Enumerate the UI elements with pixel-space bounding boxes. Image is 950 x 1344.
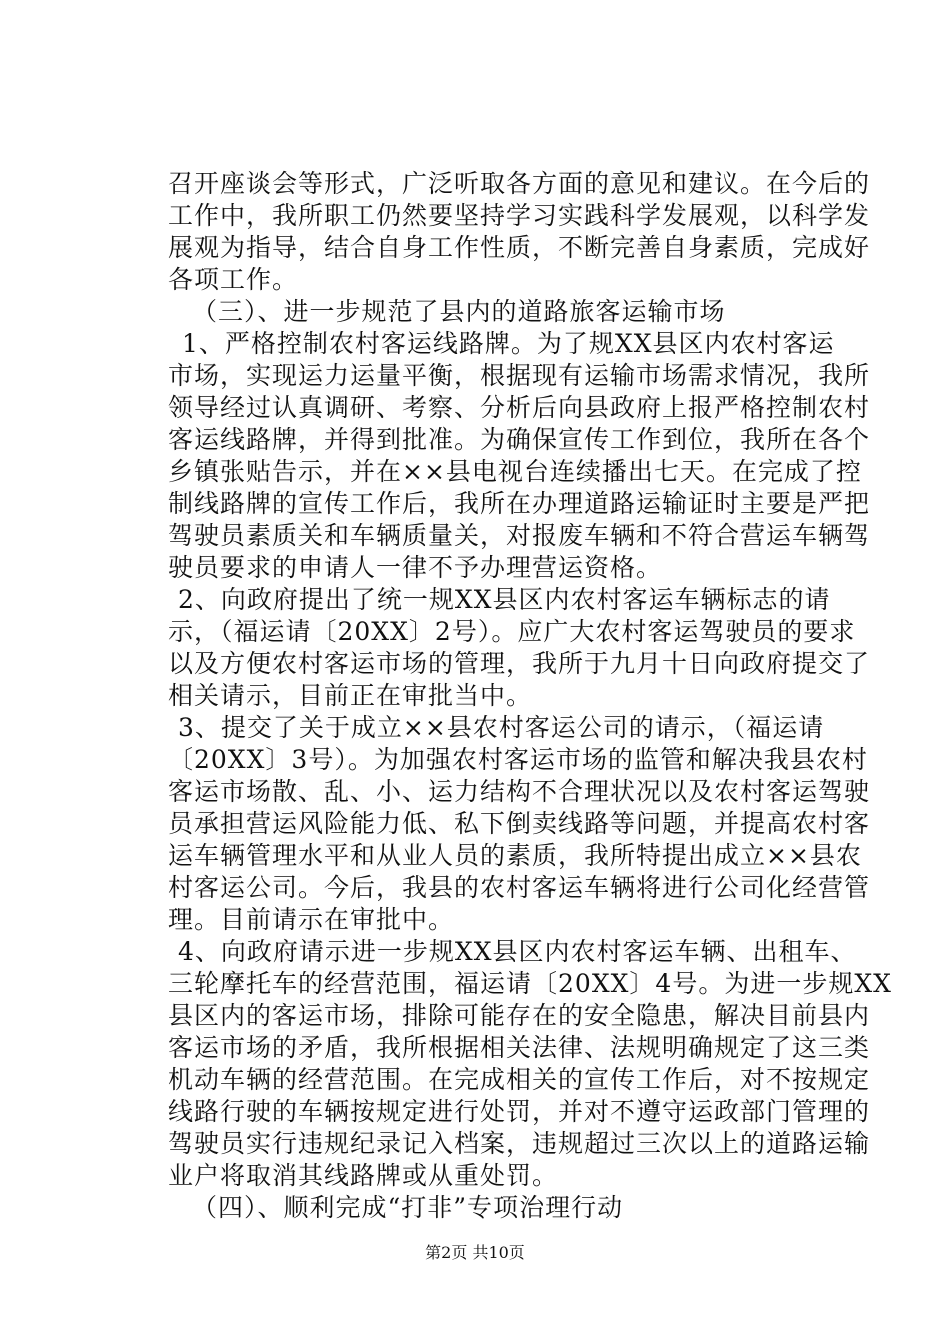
text-line: 领导经过认真调研、考察、分析后向县政府上报严格控制农村 <box>168 393 871 422</box>
text-line: 相关请示，目前正在审批当中。 <box>168 681 533 710</box>
text-line: 线路行驶的车辆按规定进行处罚，并对不遵守运政部门管理的 <box>168 1097 871 1126</box>
text-line: 驾驶员实行违规纪录记入档案，违规超过三次以上的道路运输 <box>168 1129 871 1158</box>
text-line: 三轮摩托车的经营范围，福运请〔20XX〕4号。为进一步规XX <box>168 969 892 998</box>
paragraph <box>168 712 871 936</box>
text-line: （三）、进一步规范了县内的道路旅客运输市场 <box>192 297 726 326</box>
paragraph <box>168 168 871 296</box>
text-line: 1、严格控制农村客运线路牌。为了规XX县区内农村客运 <box>182 329 835 358</box>
text-line: 制线路牌的宣传工作后，我所在办理道路运输证时主要是严把 <box>168 489 871 518</box>
text-line: 客运线路牌，并得到批准。为确保宣传工作到位，我所在各个 <box>168 425 871 454</box>
text-line: 示，（福运请〔20XX〕2号）。应广大农村客运驾驶员的要求 <box>168 617 856 646</box>
paragraph <box>168 328 871 584</box>
text-line: 展观为指导，结合自身工作性质，不断完善自身素质，完成好 <box>168 233 871 262</box>
paragraph <box>168 584 871 712</box>
text-line: 各项工作。 <box>168 265 299 294</box>
text-line: 县区内的客运市场，排除可能存在的安全隐患，解决目前县内 <box>168 1001 871 1030</box>
text-line: 客运市场的矛盾，我所根据相关法律、法规明确规定了这三类 <box>168 1033 871 1062</box>
text-line: 4、向政府请示进一步规XX县区内农村客运车辆、出租车、 <box>178 937 857 966</box>
text-line: 驶员要求的申请人一律不予办理营运资格。 <box>168 553 663 582</box>
section-heading <box>168 1192 828 1224</box>
paragraph <box>168 936 892 1192</box>
text-line: 运车辆管理水平和从业人员的素质，我所特提出成立××县农 <box>168 841 862 870</box>
page-footer <box>0 1240 950 1263</box>
text-line: 业户将取消其线路牌或从重处罚。 <box>168 1161 559 1190</box>
text-line: 乡镇张贴告示，并在××县电视台连续播出七天。在完成了控 <box>168 457 862 486</box>
text-line: 员承担营运风险能力低、私下倒卖线路等问题，并提高农村客 <box>168 809 871 838</box>
text-line: 理。目前请示在审批中。 <box>168 905 455 934</box>
text-line: 〔20XX〕3号）。为加强农村客运市场的监管和解决我县农村 <box>168 745 868 774</box>
text-line: （四）、顺利完成“打非”专项治理行动 <box>192 1193 624 1222</box>
text-line: 2、向政府提出了统一规XX县区内农村客运车辆标志的请 <box>178 585 831 614</box>
text-line: 3、提交了关于成立××县农村客运公司的请示，（福运请 <box>178 713 825 742</box>
text-line: 客运市场散、乱、小、运力结构不合理状况以及农村客运驾驶 <box>168 777 871 806</box>
page-number: 第2页 共10页 <box>425 1243 525 1262</box>
text-line: 市场，实现运力运量平衡，根据现有运输市场需求情况，我所 <box>168 361 871 390</box>
document-body <box>168 168 892 1224</box>
text-line: 驾驶员素质关和车辆质量关，对报废车辆和不符合营运车辆驾 <box>168 521 871 550</box>
text-line: 召开座谈会等形式，广泛听取各方面的意见和建议。在今后的 <box>168 169 871 198</box>
text-line: 工作中，我所职工仍然要坚持学习实践科学发展观，以科学发 <box>168 201 871 230</box>
section-heading <box>168 296 828 328</box>
text-line: 以及方便农村客运市场的管理，我所于九月十日向政府提交了 <box>168 649 871 678</box>
text-line: 村客运公司。今后，我县的农村客运车辆将进行公司化经营管 <box>168 873 871 902</box>
text-line: 机动车辆的经营范围。在完成相关的宣传工作后，对不按规定 <box>168 1065 871 1094</box>
